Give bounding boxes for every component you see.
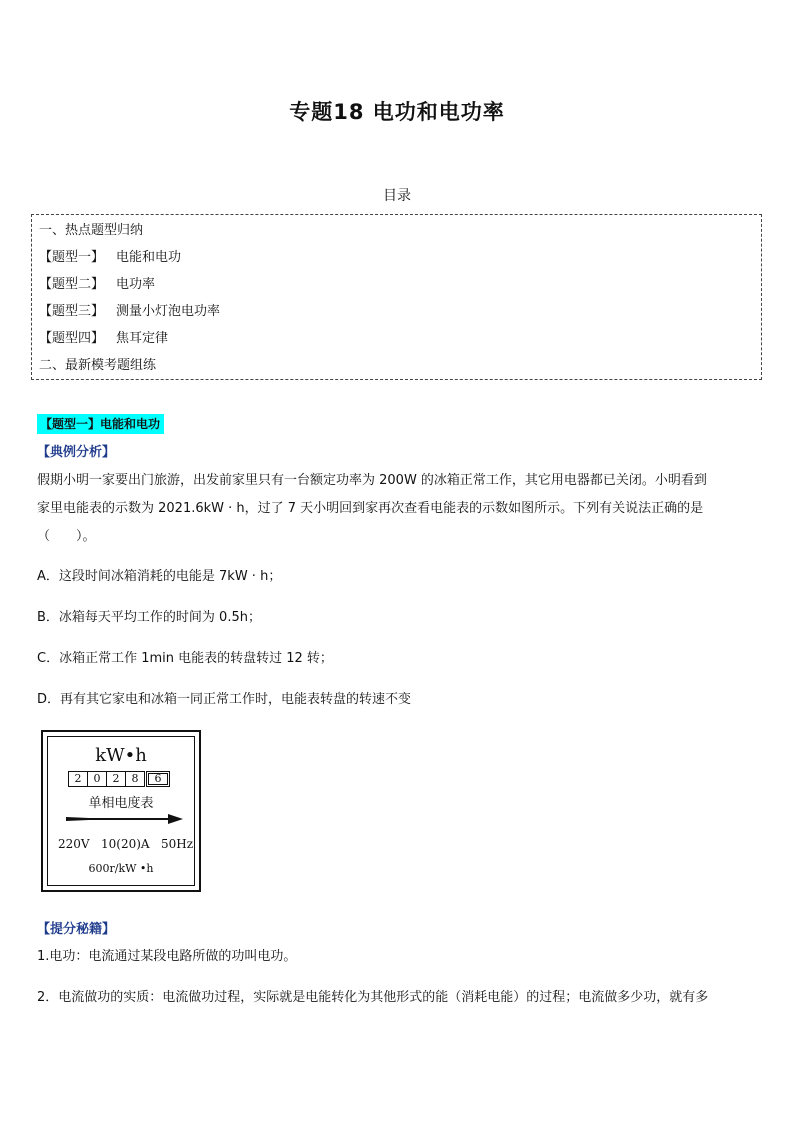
meter-digit: 0 (87, 771, 107, 787)
option-d: D．再有其它家电和冰箱一同正常工作时，电能表转盘的转速不变 (37, 692, 412, 707)
toc-item-tag: 【题型四】 (39, 331, 105, 346)
example-label: 【典例分析】 (37, 445, 116, 460)
option-a: A．这段时间冰箱消耗的电能是 7kW · h； (37, 569, 282, 584)
tip-line: 2．电流做功的实质：电流做功过程，实际就是电能转化为其他形式的能（消耗电能）的过程；电流做多少功，就有多 (37, 990, 709, 1005)
meter-name: 单相电度表 (88, 796, 154, 811)
meter-readout (68, 771, 169, 787)
option-b: B．冰箱每天平均工作的时间为 0.5h； (37, 610, 261, 625)
option-c: C．冰箱正常工作 1min 电能表的转盘转过 12 转； (37, 651, 333, 666)
meter-digit: 2 (68, 771, 88, 787)
section-label: 【题型一】电能和电功 (37, 414, 164, 434)
question-line: （ ）。 (37, 529, 96, 544)
arrow-icon (62, 813, 184, 825)
toc-heading: 目录 (383, 188, 411, 204)
meter-unit: kW•h (95, 745, 147, 766)
toc-item[interactable] (39, 327, 168, 346)
meter-panel (47, 736, 195, 886)
toc-item-tag: 【题型三】 (39, 304, 105, 319)
tip-line: 1.电功：电流通过某段电路所做的功叫电功。 (37, 949, 297, 964)
tips-label: 【提分秘籍】 (37, 922, 116, 937)
toc-item-text: 一、热点题型归纳 (39, 223, 144, 238)
meter-digit-decimal: 6 (146, 771, 170, 787)
meter-digit: 8 (125, 771, 145, 787)
toc-item[interactable] (39, 300, 220, 319)
toc-item[interactable] (39, 354, 156, 373)
toc-item-tag: 【题型一】 (39, 250, 105, 265)
toc-item-text: 电能和电功 (116, 250, 182, 265)
table-of-contents (31, 214, 762, 380)
toc-item-text: 二、最新模考题组练 (39, 358, 157, 373)
toc-item-text: 焦耳定律 (116, 331, 169, 346)
toc-item[interactable] (39, 246, 181, 265)
question-line: 家里电能表的示数为 2021.6kW · h，过了 7 天小明回到家再次查看电能表的示数如图所示。下列有关说法正确的是 (37, 501, 704, 516)
meter-specs: 220V 10(20)A 50Hz (58, 837, 194, 851)
page-title: 专题18 电功和电功率 (289, 100, 505, 124)
toc-item[interactable] (39, 273, 155, 292)
meter-revolutions: 600r/kW •h (88, 862, 154, 875)
toc-item-text: 电功率 (116, 277, 156, 292)
toc-item-tag: 【题型二】 (39, 277, 105, 292)
meter-digit: 2 (106, 771, 126, 787)
toc-item-text: 测量小灯泡电功率 (116, 304, 221, 319)
question-line: 假期小明一家要出门旅游，出发前家里只有一台额定功率为 200W 的冰箱正常工作，其它用电器都已关闭。小明看到 (37, 473, 707, 488)
electric-meter-figure (41, 730, 201, 892)
toc-item[interactable] (39, 219, 143, 238)
